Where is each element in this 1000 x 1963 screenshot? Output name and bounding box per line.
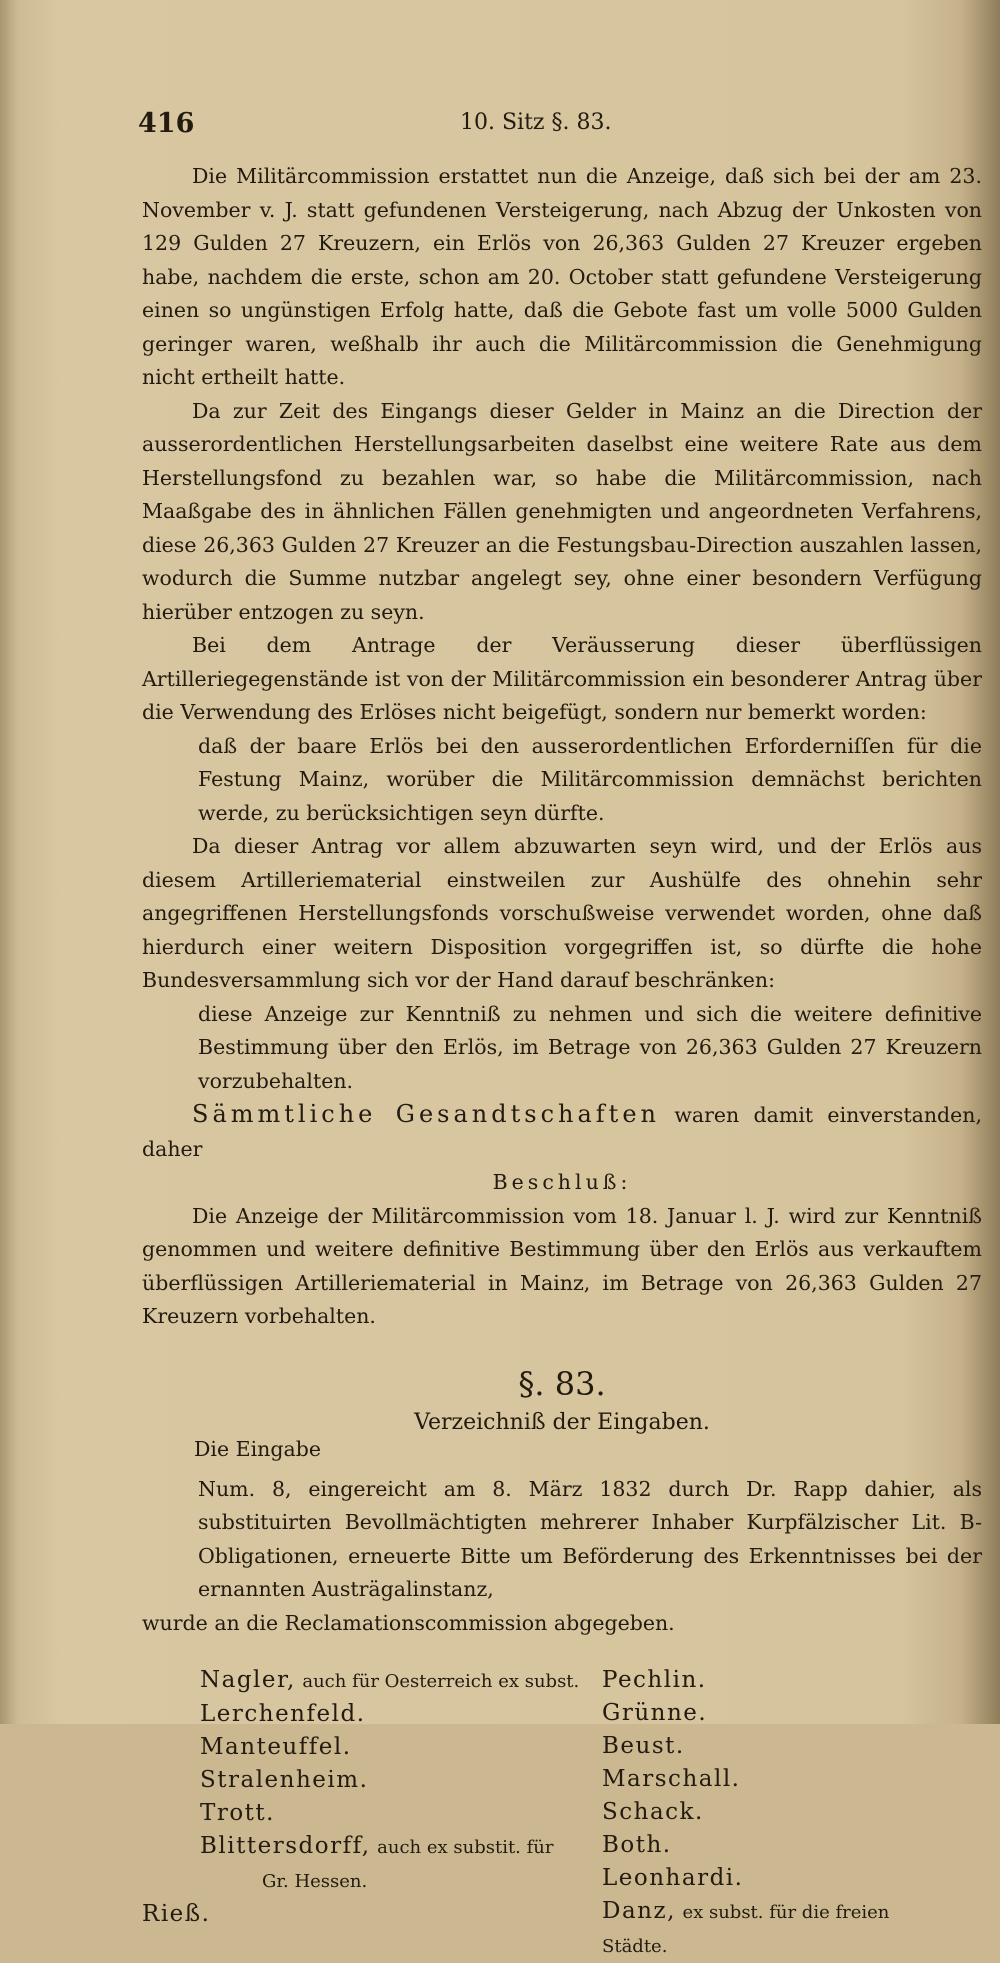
paragraph-militaercommission: Die Militärcommission erstattet nun die Anzeige, daß sich bei der am 23. November v. J. statt gefundenen Versteigerung, nach Abzug der Unkosten von 129 Gulden 27 Kreuzern, ein Erlös von 26,363 Gulden 27 Kreuzer ergeben habe, nachdem die erste, schon am 20. October statt gefundene Versteigerung einen so ungünstigen Erfolg hatte, daß die Gebote fast um volle 5000 Gulden geringer waren, weßhalb ihr auch die Militärcommission die Genehmigung nicht ertheilt hatte. [142, 164, 982, 389]
quote-anzeige: diese Anzeige zur Kenntniß zu nehmen und sich die weitere definitive Bestimmung über den Erlös, im Betrage von 26,363 Gulden 27 Kreuzern vorzubehalten. [198, 1001, 982, 1093]
eingabe-result: wurde an die Reclamationscommission abgegeben. [142, 1610, 675, 1635]
quote-erloes: daß der baare Erlös bei den ausserordentlichen Erforderniſſen für die Festung Mainz, worüber die Militärcommission demnächst berichten werde, zu berücksichtigen seyn dürfte. [198, 733, 982, 825]
beschluss-text: Die Anzeige der Militärcommission vom 18. Januar l. J. wird zur Kenntniß genommen und weitere definitive Bestimmung über den Erlös aus verkauftem überflüssigen Artilleriematerial in Mainz, im Betrage von 26,363 Gulden 27 Kreuzern vorbehalten. [142, 1203, 982, 1328]
signature-left: Lerchenfeld. [200, 1701, 366, 1727]
beschluss-heading: Beschluß: [492, 1170, 632, 1194]
agreement-line [142, 1098, 982, 1166]
section-title: Verzeichniß der Eingaben. [414, 1409, 710, 1435]
page-body [142, 160, 982, 1963]
signature-right: Marschall. [602, 1766, 741, 1792]
signature-right: Grünne. [602, 1700, 708, 1726]
eingabe-intro: Die Eingabe [194, 1437, 321, 1461]
running-title: 10. Sitz §. 83. [460, 110, 612, 135]
gesandtschaften-spaced: Sämmtliche Gesandtschaften [192, 1100, 660, 1128]
signature-left: Manteuffel. [200, 1734, 352, 1760]
signature-right: Schack. [602, 1799, 704, 1825]
signatures-left-column [142, 1664, 602, 1963]
eingabe-item: Num. 8, eingereicht am 8. März 1832 durch Dr. Rapp dahier, als substituirten Bevollmächtigten mehrerer Inhaber Kurpfälzischer Lit. B-Obligationen, erneuerte Bitte um Beförderung des Erkenntnisses bei der ernannten Austrägalinstanz, [198, 1476, 982, 1601]
signature-right: Beust. [602, 1733, 685, 1759]
signature-right: Pechlin. [602, 1667, 707, 1693]
signature-left: Nagler, auch für Oesterreich ex subst. [200, 1667, 580, 1693]
section-number: §. 83. [518, 1364, 606, 1403]
signature-right: Leonhardi. [602, 1865, 744, 1891]
agreement-rest: waren damit einverstanden, daher [142, 1103, 982, 1161]
paragraph-antrag: Bei dem Antrage der Veräusserung dieser überflüssigen Artilleriegegenstände ist von der Militärcommission ein besonderer Antrag über die Verwendung des Erlöses nicht beigefügt, sondern nur bemerkt worden: [142, 633, 982, 724]
signature-list [142, 1664, 982, 1963]
signature-left: Blittersdorff, auch ex substit. für [200, 1833, 554, 1859]
signatures-right-column [602, 1664, 952, 1963]
page-number: 416 [138, 108, 195, 139]
signature-left: Stralenheim. [200, 1767, 369, 1793]
paragraph-disposition: Da dieser Antrag vor allem abzuwarten seyn wird, und der Erlös aus diesem Artilleriematerial einstweilen zur Aushülfe des ohnehin sehr angegriffenen Herstellungsfonds vorschußweise verwendet worden, ohne daß hierdurch einer weitern Disposition vorgegriffen ist, so dürfte die hohe Bundesversammlung sich vor der Hand darauf beschränken: [142, 834, 982, 992]
signature-left-note: Gr. Hessen. [262, 1871, 368, 1892]
paragraph-mainz: Da zur Zeit des Eingangs dieser Gelder in Mainz an die Direction der ausserordentlichen Herstellungsarbeiten daselbst eine weitere Rate aus dem Herstellungsfond zu bezahlen war, so habe die Militärcommission, nach Maaßgabe des in ähnlichen Fällen genehmigten und angeordneten Verfahrens, diese 26,363 Gulden 27 Kreuzer an die Festungsbau-Direction auszahlen lassen, wodurch die Summe nutzbar angelegt sey, ohne einer besondern Verfügung hierüber entzogen zu seyn. [142, 398, 982, 624]
signature-right: Both. [602, 1832, 672, 1858]
signature-right: Danz, ex subst. für die freien Städte. [602, 1898, 890, 1957]
signature-left: Trott. [200, 1800, 275, 1826]
page-header [138, 108, 940, 148]
signature-left: Rieß. [142, 1901, 211, 1927]
